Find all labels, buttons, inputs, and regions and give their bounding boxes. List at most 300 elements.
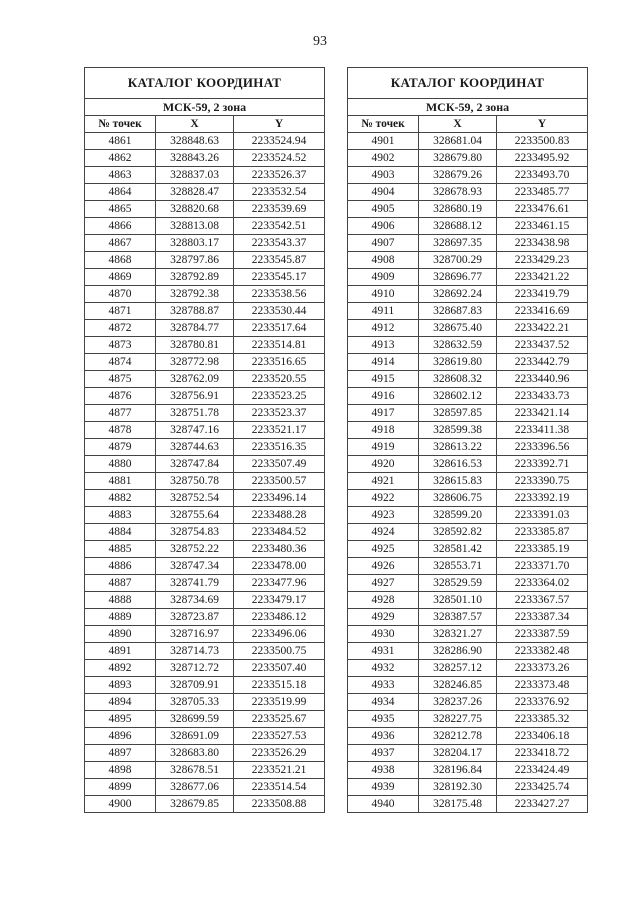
y-coordinate-cell: 2233406.18 xyxy=(497,728,588,745)
point-number-cell: 4880 xyxy=(85,456,156,473)
table-row xyxy=(348,473,588,490)
x-coordinate-cell: 328843.26 xyxy=(156,150,234,167)
catalog-body xyxy=(85,133,325,813)
point-number-cell: 4923 xyxy=(348,507,419,524)
point-number-cell: 4917 xyxy=(348,405,419,422)
point-number-cell: 4908 xyxy=(348,252,419,269)
coordinate-catalog-table-right xyxy=(347,67,588,813)
y-coordinate-cell: 2233429.23 xyxy=(497,252,588,269)
point-number-cell: 4876 xyxy=(85,388,156,405)
x-coordinate-cell: 328756.91 xyxy=(156,388,234,405)
x-coordinate-cell: 328803.17 xyxy=(156,235,234,252)
table-row xyxy=(348,286,588,303)
point-number-cell: 4885 xyxy=(85,541,156,558)
point-number-cell: 4909 xyxy=(348,269,419,286)
x-coordinate-cell: 328677.06 xyxy=(156,779,234,796)
y-coordinate-cell: 2233382.48 xyxy=(497,643,588,660)
y-coordinate-cell: 2233477.96 xyxy=(234,575,325,592)
point-number-cell: 4911 xyxy=(348,303,419,320)
y-coordinate-cell: 2233521.21 xyxy=(234,762,325,779)
point-number-cell: 4905 xyxy=(348,201,419,218)
x-coordinate-cell: 328772.98 xyxy=(156,354,234,371)
x-coordinate-cell: 328599.38 xyxy=(419,422,497,439)
table-row xyxy=(348,303,588,320)
table-row xyxy=(348,711,588,728)
x-coordinate-cell: 328697.35 xyxy=(419,235,497,252)
y-coordinate-cell: 2233516.65 xyxy=(234,354,325,371)
y-coordinate-cell: 2233486.12 xyxy=(234,609,325,626)
column-header-x: X xyxy=(156,116,234,133)
table-row xyxy=(348,422,588,439)
point-number-cell: 4861 xyxy=(85,133,156,150)
table-row xyxy=(85,745,325,762)
x-coordinate-cell: 328688.12 xyxy=(419,218,497,235)
point-number-cell: 4933 xyxy=(348,677,419,694)
y-coordinate-cell: 2233539.69 xyxy=(234,201,325,218)
table-row xyxy=(85,711,325,728)
y-coordinate-cell: 2233484.52 xyxy=(234,524,325,541)
point-number-cell: 4868 xyxy=(85,252,156,269)
y-coordinate-cell: 2233373.48 xyxy=(497,677,588,694)
point-number-cell: 4894 xyxy=(85,694,156,711)
x-coordinate-cell: 328321.27 xyxy=(419,626,497,643)
y-coordinate-cell: 2233427.27 xyxy=(497,796,588,813)
x-coordinate-cell: 328257.12 xyxy=(419,660,497,677)
y-coordinate-cell: 2233530.44 xyxy=(234,303,325,320)
x-coordinate-cell: 328175.48 xyxy=(419,796,497,813)
table-row xyxy=(85,507,325,524)
x-coordinate-cell: 328553.71 xyxy=(419,558,497,575)
y-coordinate-cell: 2233387.59 xyxy=(497,626,588,643)
table-row xyxy=(348,575,588,592)
point-number-cell: 4869 xyxy=(85,269,156,286)
x-coordinate-cell: 328696.77 xyxy=(419,269,497,286)
y-coordinate-cell: 2233442.79 xyxy=(497,354,588,371)
x-coordinate-cell: 328751.78 xyxy=(156,405,234,422)
table-row xyxy=(85,456,325,473)
x-coordinate-cell: 328679.26 xyxy=(419,167,497,184)
x-coordinate-cell: 328678.93 xyxy=(419,184,497,201)
table-row xyxy=(85,252,325,269)
point-number-cell: 4864 xyxy=(85,184,156,201)
y-coordinate-cell: 2233437.52 xyxy=(497,337,588,354)
y-coordinate-cell: 2233525.67 xyxy=(234,711,325,728)
point-number-cell: 4863 xyxy=(85,167,156,184)
x-coordinate-cell: 328204.17 xyxy=(419,745,497,762)
table-row xyxy=(85,473,325,490)
catalog-title: КАТАЛОГ КООРДИНАТ xyxy=(348,68,588,99)
point-number-cell: 4931 xyxy=(348,643,419,660)
point-number-cell: 4932 xyxy=(348,660,419,677)
y-coordinate-cell: 2233514.54 xyxy=(234,779,325,796)
x-coordinate-cell: 328602.12 xyxy=(419,388,497,405)
y-coordinate-cell: 2233488.28 xyxy=(234,507,325,524)
y-coordinate-cell: 2233392.19 xyxy=(497,490,588,507)
table-row xyxy=(85,575,325,592)
x-coordinate-cell: 328784.77 xyxy=(156,320,234,337)
x-coordinate-cell: 328196.84 xyxy=(419,762,497,779)
table-row xyxy=(348,150,588,167)
x-coordinate-cell: 328246.85 xyxy=(419,677,497,694)
point-number-cell: 4877 xyxy=(85,405,156,422)
point-number-cell: 4884 xyxy=(85,524,156,541)
table-row xyxy=(85,218,325,235)
point-number-cell: 4935 xyxy=(348,711,419,728)
table-row xyxy=(85,354,325,371)
x-coordinate-cell: 328797.86 xyxy=(156,252,234,269)
x-coordinate-cell: 328716.97 xyxy=(156,626,234,643)
point-number-cell: 4915 xyxy=(348,371,419,388)
point-number-cell: 4940 xyxy=(348,796,419,813)
y-coordinate-cell: 2233517.64 xyxy=(234,320,325,337)
table-row xyxy=(85,150,325,167)
x-coordinate-cell: 328679.85 xyxy=(156,796,234,813)
point-number-cell: 4873 xyxy=(85,337,156,354)
y-coordinate-cell: 2233371.70 xyxy=(497,558,588,575)
point-number-cell: 4879 xyxy=(85,439,156,456)
y-coordinate-cell: 2233419.79 xyxy=(497,286,588,303)
x-coordinate-cell: 328501.10 xyxy=(419,592,497,609)
x-coordinate-cell: 328613.22 xyxy=(419,439,497,456)
point-number-cell: 4890 xyxy=(85,626,156,643)
x-coordinate-cell: 328608.32 xyxy=(419,371,497,388)
table-row xyxy=(85,643,325,660)
table-row xyxy=(348,745,588,762)
y-coordinate-cell: 2233385.19 xyxy=(497,541,588,558)
y-coordinate-cell: 2233545.17 xyxy=(234,269,325,286)
y-coordinate-cell: 2233476.61 xyxy=(497,201,588,218)
table-row xyxy=(348,779,588,796)
table-row xyxy=(348,405,588,422)
x-coordinate-cell: 328212.78 xyxy=(419,728,497,745)
table-row xyxy=(85,592,325,609)
y-coordinate-cell: 2233425.74 xyxy=(497,779,588,796)
y-coordinate-cell: 2233421.14 xyxy=(497,405,588,422)
x-coordinate-cell: 328752.22 xyxy=(156,541,234,558)
point-number-cell: 4912 xyxy=(348,320,419,337)
table-row xyxy=(85,541,325,558)
point-number-cell: 4937 xyxy=(348,745,419,762)
y-coordinate-cell: 2233396.56 xyxy=(497,439,588,456)
x-coordinate-cell: 328691.09 xyxy=(156,728,234,745)
y-coordinate-cell: 2233524.94 xyxy=(234,133,325,150)
x-coordinate-cell: 328192.30 xyxy=(419,779,497,796)
table-row xyxy=(85,303,325,320)
point-number-cell: 4910 xyxy=(348,286,419,303)
x-coordinate-cell: 328744.63 xyxy=(156,439,234,456)
y-coordinate-cell: 2233479.17 xyxy=(234,592,325,609)
table-row xyxy=(348,524,588,541)
table-row xyxy=(85,660,325,677)
x-coordinate-cell: 328709.91 xyxy=(156,677,234,694)
x-coordinate-cell: 328714.73 xyxy=(156,643,234,660)
x-coordinate-cell: 328837.03 xyxy=(156,167,234,184)
table-row xyxy=(85,779,325,796)
y-coordinate-cell: 2233516.35 xyxy=(234,439,325,456)
x-coordinate-cell: 328683.80 xyxy=(156,745,234,762)
x-coordinate-cell: 328592.82 xyxy=(419,524,497,541)
y-coordinate-cell: 2233376.92 xyxy=(497,694,588,711)
x-coordinate-cell: 328712.72 xyxy=(156,660,234,677)
y-coordinate-cell: 2233438.98 xyxy=(497,235,588,252)
table-row xyxy=(348,269,588,286)
table-row xyxy=(85,626,325,643)
table-row xyxy=(348,439,588,456)
table-row xyxy=(348,609,588,626)
x-coordinate-cell: 328675.40 xyxy=(419,320,497,337)
y-coordinate-cell: 2233542.51 xyxy=(234,218,325,235)
point-number-cell: 4895 xyxy=(85,711,156,728)
table-row xyxy=(348,592,588,609)
y-coordinate-cell: 2233526.37 xyxy=(234,167,325,184)
x-coordinate-cell: 328632.59 xyxy=(419,337,497,354)
column-header-y: Y xyxy=(497,116,588,133)
y-coordinate-cell: 2233495.92 xyxy=(497,150,588,167)
y-coordinate-cell: 2233485.77 xyxy=(497,184,588,201)
y-coordinate-cell: 2233387.34 xyxy=(497,609,588,626)
x-coordinate-cell: 328747.34 xyxy=(156,558,234,575)
y-coordinate-cell: 2233461.15 xyxy=(497,218,588,235)
column-header-point-number: № точек xyxy=(348,116,419,133)
y-coordinate-cell: 2233390.75 xyxy=(497,473,588,490)
table-row xyxy=(85,371,325,388)
point-number-cell: 4892 xyxy=(85,660,156,677)
point-number-cell: 4922 xyxy=(348,490,419,507)
x-coordinate-cell: 328286.90 xyxy=(419,643,497,660)
column-header-x: X xyxy=(419,116,497,133)
x-coordinate-cell: 328762.09 xyxy=(156,371,234,388)
point-number-cell: 4872 xyxy=(85,320,156,337)
x-coordinate-cell: 328529.59 xyxy=(419,575,497,592)
x-coordinate-cell: 328755.64 xyxy=(156,507,234,524)
table-row xyxy=(85,388,325,405)
x-coordinate-cell: 328848.63 xyxy=(156,133,234,150)
table-row xyxy=(348,388,588,405)
table-row xyxy=(85,133,325,150)
table-row xyxy=(348,796,588,813)
table-row xyxy=(348,184,588,201)
point-number-cell: 4896 xyxy=(85,728,156,745)
point-number-cell: 4865 xyxy=(85,201,156,218)
point-number-cell: 4938 xyxy=(348,762,419,779)
point-number-cell: 4916 xyxy=(348,388,419,405)
point-number-cell: 4929 xyxy=(348,609,419,626)
table-row xyxy=(348,456,588,473)
table-row xyxy=(348,694,588,711)
table-row xyxy=(348,677,588,694)
point-number-cell: 4893 xyxy=(85,677,156,694)
point-number-cell: 4867 xyxy=(85,235,156,252)
point-number-cell: 4901 xyxy=(348,133,419,150)
y-coordinate-cell: 2233543.37 xyxy=(234,235,325,252)
table-row xyxy=(348,643,588,660)
y-coordinate-cell: 2233508.88 xyxy=(234,796,325,813)
table-row xyxy=(85,609,325,626)
y-coordinate-cell: 2233392.71 xyxy=(497,456,588,473)
y-coordinate-cell: 2233411.38 xyxy=(497,422,588,439)
y-coordinate-cell: 2233527.53 xyxy=(234,728,325,745)
y-coordinate-cell: 2233421.22 xyxy=(497,269,588,286)
x-coordinate-cell: 328792.89 xyxy=(156,269,234,286)
y-coordinate-cell: 2233367.57 xyxy=(497,592,588,609)
table-row xyxy=(348,218,588,235)
point-number-cell: 4904 xyxy=(348,184,419,201)
y-coordinate-cell: 2233526.29 xyxy=(234,745,325,762)
point-number-cell: 4936 xyxy=(348,728,419,745)
table-row xyxy=(348,507,588,524)
table-row xyxy=(348,660,588,677)
point-number-cell: 4887 xyxy=(85,575,156,592)
table-row xyxy=(348,337,588,354)
table-row xyxy=(85,337,325,354)
table-row xyxy=(85,235,325,252)
x-coordinate-cell: 328820.68 xyxy=(156,201,234,218)
table-row xyxy=(348,558,588,575)
y-coordinate-cell: 2233520.55 xyxy=(234,371,325,388)
point-number-cell: 4930 xyxy=(348,626,419,643)
table-row xyxy=(85,524,325,541)
point-number-cell: 4871 xyxy=(85,303,156,320)
point-number-cell: 4866 xyxy=(85,218,156,235)
y-coordinate-cell: 2233424.49 xyxy=(497,762,588,779)
y-coordinate-cell: 2233532.54 xyxy=(234,184,325,201)
x-coordinate-cell: 328237.26 xyxy=(419,694,497,711)
table-row xyxy=(85,796,325,813)
table-row xyxy=(85,677,325,694)
point-number-cell: 4870 xyxy=(85,286,156,303)
point-number-cell: 4919 xyxy=(348,439,419,456)
page-number: 93 xyxy=(313,34,327,49)
y-coordinate-cell: 2233507.40 xyxy=(234,660,325,677)
point-number-cell: 4889 xyxy=(85,609,156,626)
y-coordinate-cell: 2233523.37 xyxy=(234,405,325,422)
catalog-title: КАТАЛОГ КООРДИНАТ xyxy=(85,68,325,99)
x-coordinate-cell: 328599.20 xyxy=(419,507,497,524)
y-coordinate-cell: 2233416.69 xyxy=(497,303,588,320)
x-coordinate-cell: 328752.54 xyxy=(156,490,234,507)
point-number-cell: 4903 xyxy=(348,167,419,184)
table-row xyxy=(85,405,325,422)
point-number-cell: 4891 xyxy=(85,643,156,660)
y-coordinate-cell: 2233385.87 xyxy=(497,524,588,541)
x-coordinate-cell: 328616.53 xyxy=(419,456,497,473)
y-coordinate-cell: 2233422.21 xyxy=(497,320,588,337)
x-coordinate-cell: 328692.24 xyxy=(419,286,497,303)
point-number-cell: 4898 xyxy=(85,762,156,779)
table-row xyxy=(348,626,588,643)
y-coordinate-cell: 2233496.06 xyxy=(234,626,325,643)
column-header-point-number: № точек xyxy=(85,116,156,133)
y-coordinate-cell: 2233391.03 xyxy=(497,507,588,524)
table-row xyxy=(85,201,325,218)
x-coordinate-cell: 328606.75 xyxy=(419,490,497,507)
x-coordinate-cell: 328813.08 xyxy=(156,218,234,235)
coordinate-catalog-table-left xyxy=(84,67,325,813)
point-number-cell: 4928 xyxy=(348,592,419,609)
table-row xyxy=(348,354,588,371)
y-coordinate-cell: 2233493.70 xyxy=(497,167,588,184)
table-row xyxy=(85,320,325,337)
point-number-cell: 4883 xyxy=(85,507,156,524)
x-coordinate-cell: 328619.80 xyxy=(419,354,497,371)
catalog-subtitle: МСК-59, 2 зона xyxy=(348,99,588,116)
point-number-cell: 4878 xyxy=(85,422,156,439)
x-coordinate-cell: 328687.83 xyxy=(419,303,497,320)
table-row xyxy=(85,439,325,456)
point-number-cell: 4920 xyxy=(348,456,419,473)
x-coordinate-cell: 328723.87 xyxy=(156,609,234,626)
y-coordinate-cell: 2233500.75 xyxy=(234,643,325,660)
point-number-cell: 4875 xyxy=(85,371,156,388)
table-row xyxy=(348,252,588,269)
y-coordinate-cell: 2233500.57 xyxy=(234,473,325,490)
point-number-cell: 4862 xyxy=(85,150,156,167)
point-number-cell: 4913 xyxy=(348,337,419,354)
x-coordinate-cell: 328597.85 xyxy=(419,405,497,422)
y-coordinate-cell: 2233524.52 xyxy=(234,150,325,167)
point-number-cell: 4907 xyxy=(348,235,419,252)
x-coordinate-cell: 328679.80 xyxy=(419,150,497,167)
y-coordinate-cell: 2233538.56 xyxy=(234,286,325,303)
x-coordinate-cell: 328699.59 xyxy=(156,711,234,728)
y-coordinate-cell: 2233523.25 xyxy=(234,388,325,405)
y-coordinate-cell: 2233515.18 xyxy=(234,677,325,694)
table-row xyxy=(348,320,588,337)
catalog-body xyxy=(348,133,588,813)
y-coordinate-cell: 2233480.36 xyxy=(234,541,325,558)
y-coordinate-cell: 2233364.02 xyxy=(497,575,588,592)
table-row xyxy=(348,235,588,252)
table-row xyxy=(348,133,588,150)
catalog-subtitle: МСК-59, 2 зона xyxy=(85,99,325,116)
table-row xyxy=(85,167,325,184)
table-row xyxy=(85,269,325,286)
table-row xyxy=(348,371,588,388)
table-row xyxy=(85,728,325,745)
x-coordinate-cell: 328741.79 xyxy=(156,575,234,592)
x-coordinate-cell: 328681.04 xyxy=(419,133,497,150)
x-coordinate-cell: 328387.57 xyxy=(419,609,497,626)
x-coordinate-cell: 328750.78 xyxy=(156,473,234,490)
point-number-cell: 4899 xyxy=(85,779,156,796)
x-coordinate-cell: 328581.42 xyxy=(419,541,497,558)
y-coordinate-cell: 2233478.00 xyxy=(234,558,325,575)
x-coordinate-cell: 328678.51 xyxy=(156,762,234,779)
y-coordinate-cell: 2233514.81 xyxy=(234,337,325,354)
point-number-cell: 4924 xyxy=(348,524,419,541)
table-row xyxy=(348,728,588,745)
point-number-cell: 4926 xyxy=(348,558,419,575)
x-coordinate-cell: 328615.83 xyxy=(419,473,497,490)
y-coordinate-cell: 2233545.87 xyxy=(234,252,325,269)
table-row xyxy=(85,184,325,201)
table-row xyxy=(348,201,588,218)
y-coordinate-cell: 2233440.96 xyxy=(497,371,588,388)
table-row xyxy=(85,558,325,575)
table-row xyxy=(348,762,588,779)
y-coordinate-cell: 2233507.49 xyxy=(234,456,325,473)
point-number-cell: 4888 xyxy=(85,592,156,609)
x-coordinate-cell: 328705.33 xyxy=(156,694,234,711)
y-coordinate-cell: 2233521.17 xyxy=(234,422,325,439)
table-row xyxy=(85,490,325,507)
column-header-y: Y xyxy=(234,116,325,133)
table-row xyxy=(85,762,325,779)
x-coordinate-cell: 328227.75 xyxy=(419,711,497,728)
point-number-cell: 4939 xyxy=(348,779,419,796)
point-number-cell: 4925 xyxy=(348,541,419,558)
x-coordinate-cell: 328747.16 xyxy=(156,422,234,439)
